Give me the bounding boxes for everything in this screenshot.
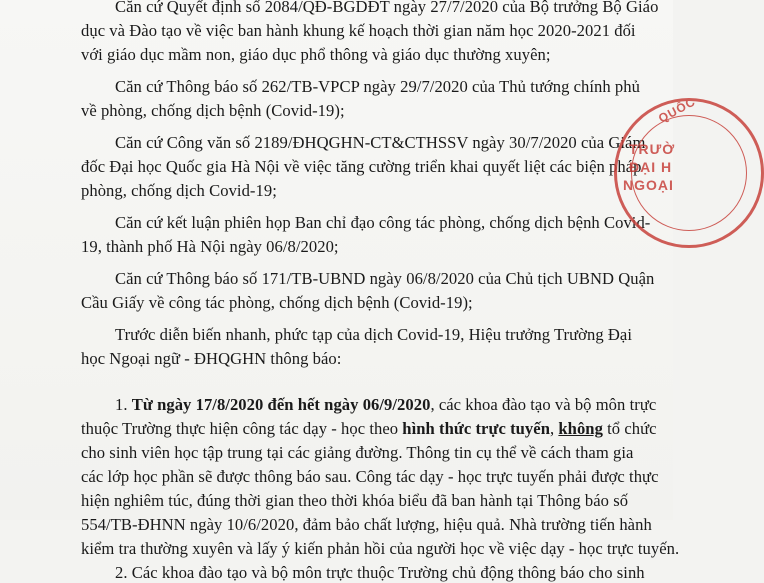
item1-text: , — [549, 419, 559, 438]
seal-text-line: ĐẠI H — [629, 159, 673, 175]
seal-text-line: TRƯỜ — [629, 141, 676, 157]
item1-line: kiểm tra thường xuyên và lấy ý kiến phản hồi của người học về việc dạy - học trực tuyến. — [81, 539, 680, 558]
item1-text: thuộc Trường thực hiện công tác dạy - học theo — [81, 419, 403, 438]
doc-line: Cầu Giấy về công tác phòng, chống dịch bệnh (Covid-19); — [81, 293, 473, 312]
doc-line: Trước diễn biến nhanh, phức tạp của dịch Covid-19, Hiệu trưởng Trường Đại — [115, 325, 632, 344]
item1-not-emphasis: không — [558, 419, 603, 438]
item1-line — [115, 395, 656, 415]
item1-dates: Từ ngày 17/8/2020 đến hết ngày 06/9/2020 — [131, 395, 431, 414]
doc-line: học Ngoại ngữ - ĐHQGHN thông báo: — [81, 349, 342, 368]
doc-line: Căn cứ Thông báo số 171/TB-UBND ngày 06/8/2020 của Chủ tịch UBND Quận — [115, 269, 655, 288]
item1-online-emphasis: hình thức trực tuyến — [402, 419, 550, 438]
doc-line: Căn cứ Thông báo số 262/TB-VPCP ngày 29/7/2020 của Thủ tướng chính phủ — [115, 77, 640, 96]
doc-line: dục và Đào tạo về việc ban hành khung kế hoạch thời gian năm học 2020-2021 đối — [81, 21, 636, 40]
seal-arc-text: QUỐC — [656, 94, 698, 126]
doc-line: Căn cứ kết luận phiên họp Ban chỉ đạo công tác phòng, chống dịch bệnh Covid- — [115, 213, 651, 232]
item1-line: các lớp học phần sẽ được thông báo sau. Công tác dạy - học trực tuyến phải được thực — [81, 467, 659, 486]
item1-number: 1. — [115, 395, 132, 414]
doc-line: đốc Đại học Quốc gia Hà Nội về việc tăng cường triển khai quyết liệt các biện pháp — [81, 157, 642, 176]
seal-text-line: NGOẠI — [623, 177, 674, 193]
official-seal — [614, 94, 764, 248]
item2-line: 2. Các khoa đào tạo và bộ môn trực thuộc Trường chủ động thông báo cho sinh — [115, 563, 645, 582]
doc-line: phòng, chống dịch Covid-19; — [81, 181, 277, 200]
doc-line: Căn cứ Công văn số 2189/ĐHQGHN-CT&CTHSSV ngày 30/7/2020 của Giám — [115, 133, 646, 152]
item1-line: cho sinh viên học tập trung tại các giảng đường. Thông tin cụ thể về cách tham gia — [81, 443, 634, 462]
doc-line: Căn cứ Quyết định số 2084/QĐ-BGDĐT ngày 27/7/2020 của Bộ trưởng Bộ Giáo — [115, 0, 659, 16]
item1-text: tổ chức — [602, 419, 657, 438]
doc-line: với giáo dục mầm non, giáo dục phổ thông và giáo dục thường xuyên; — [81, 45, 551, 64]
item1-line: hiện nghiêm túc, đúng thời gian theo thời khóa biểu đã ban hành tại Thông báo số — [81, 491, 629, 510]
doc-line: về phòng, chống dịch bệnh (Covid-19); — [81, 101, 345, 120]
doc-line: 19, thành phố Hà Nội ngày 06/8/2020; — [81, 237, 339, 256]
item1-text: , các khoa đào tạo và bộ môn trực — [430, 395, 657, 414]
item1-line: 554/TB-ĐHNN ngày 10/6/2020, đảm bảo chất lượng, hiệu quả. Nhà trường tiến hành — [81, 515, 652, 534]
item1-line — [81, 419, 657, 439]
